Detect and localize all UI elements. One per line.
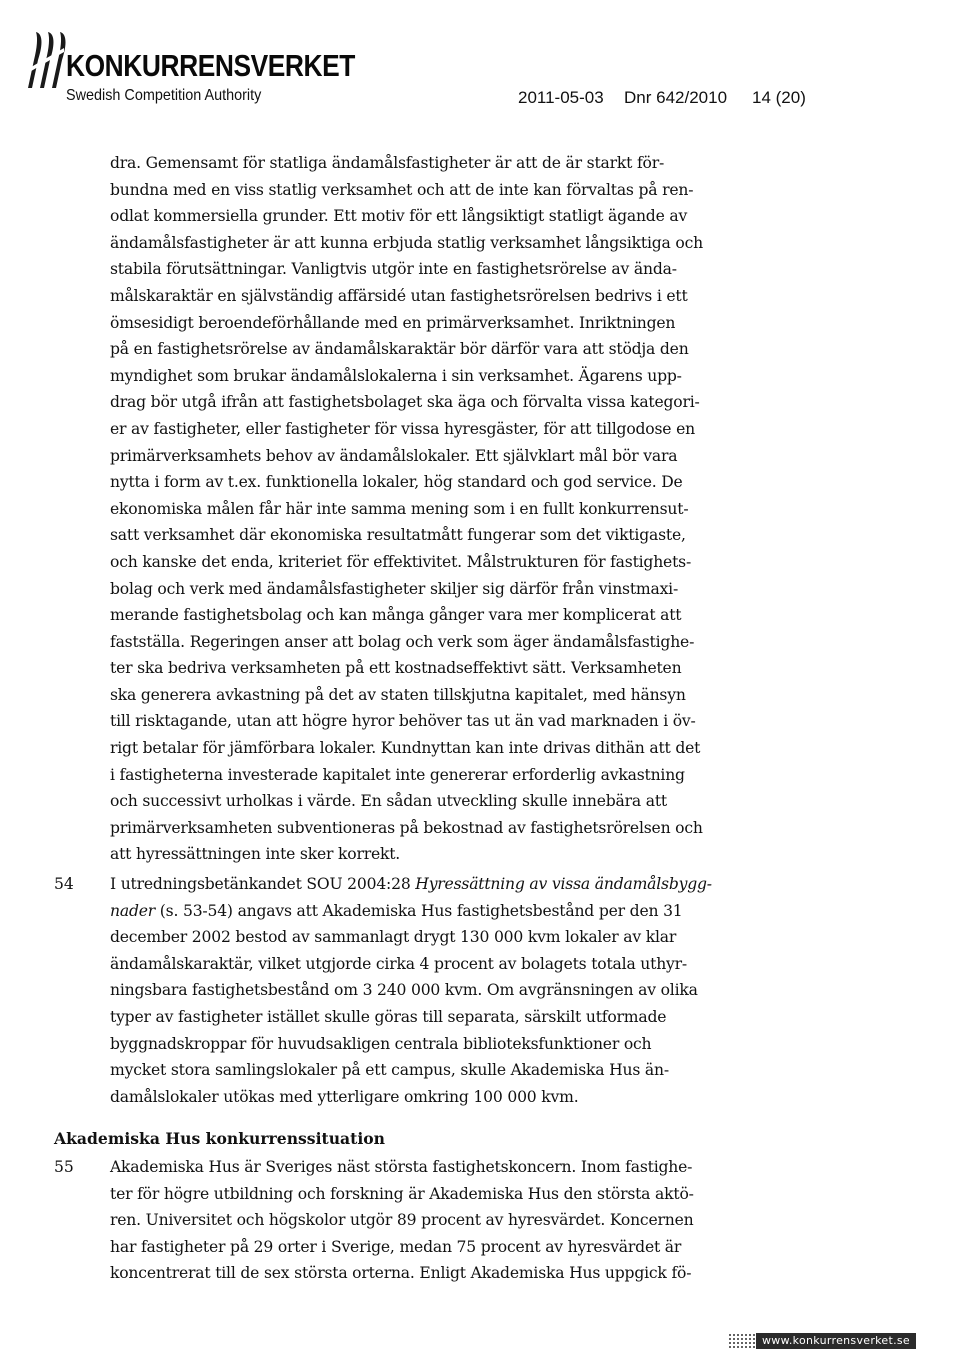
text-line: odlat kommersiella grunder. Ett motiv för ett långsiktigt statligt ägande av [110,207,688,226]
text-line: ska generera avkastning på det av staten tillskjutna kapitalet, med hänsyn [110,685,686,704]
text-line: damålslokaler utökas med ytterligare omkring 100 000 kvm. [110,1087,579,1106]
paragraph-number: 55 [54,1158,74,1176]
text-line: mycket stora samlingslokaler på ett campus, skulle Akademiska Hus än- [110,1061,669,1080]
text-line: ningsbara fastighetsbestånd om 3 240 000 kvm. Om avgränsningen av olika [110,981,698,1000]
text-line [110,871,770,898]
watermark-texture [728,1333,756,1349]
text-line: byggnadskroppar för huvudsakligen centrala biblioteksfunktioner och [110,1034,652,1053]
paragraph-number: 54 [54,875,74,893]
text-line: ändamålskaraktär, vilket utgjorde cirka 4 procent av bolagets totala uthyr- [110,954,687,973]
publication-title: nader [110,901,156,920]
text-line: december 2002 bestod av sammanlagt drygt 130 000 kvm lokaler av klar [110,928,677,947]
text-line: att hyressättningen inte sker korrekt. [110,845,401,864]
organization-name: KONKURRENSVERKET [66,48,355,83]
text-line: har fastigheter på 29 orter i Sverige, medan 75 procent av hyresvärdet är [110,1237,682,1256]
text-line: till risktagande, utan att högre hyror behöver tas ut än vad marknaden i öv- [110,712,696,731]
text-line: primärverksamhets behov av ändamålslokaler. Ett självklart mål bör vara [110,446,678,465]
text-line: ter ska bedriva verksamheten på ett kostnadseffektivt sätt. Verksamheten [110,659,682,678]
document-reference: Dnr 642/2010 [624,88,728,107]
text-line: primärverksamheten subventioneras på bekostnad av fastighetsrörelsen och [110,818,703,837]
text-line: fastställa. Regeringen anser att bolag och verk som äger ändamålsfastighe- [110,632,695,651]
text-line: nytta i form av t.ex. funktionella lokaler, hög standard och god service. De [110,473,683,492]
document-date: 2011-05-03 [518,88,604,107]
text-line: målskaraktär en självständig affärsidé utan fastighetsrörelsen bedrivs i ett [110,286,688,305]
text-line [110,898,770,925]
text-line: dra. Gemensamt för statliga ändamålsfastigheter är att de är starkt för- [110,154,665,172]
text-line: ren. Universitet och högskolor utgör 89 procent av hyresvärdet. Koncernen [110,1211,694,1230]
text-line: drag bör utgå ifrån att fastighetsbolaget ska äga och förvalta vissa kategori- [110,393,700,412]
text-line: och successivt urholkas i värde. En sådan utveckling skulle innebära att [110,792,667,811]
text-line: på en fastighetsrörelse av ändamålskaraktär bör därför vara att stödja den [110,340,689,359]
text-line: bundna med en viss statlig verksamhet och att de inte kan förvaltas på ren- [110,180,694,199]
text-line: ändamålsfastigheter är att kunna erbjuda statlig verksamhet långsiktiga och [110,233,703,252]
publication-title: Hyressättning av vissa ändamålsbygg- [415,875,712,893]
text-line: bolag och verk med ändamålsfastigheter skiljer sig därför från vinstmaxi- [110,579,679,598]
paragraph-54 [110,871,770,1110]
paragraph-55 [110,1154,770,1287]
text-line: myndighet som brukar ändamålslokalerna i sin verksamhet. Ägarens upp- [110,366,682,385]
text-line: er av fastigheter, eller fastigheter för vissa hyresgäster, för att tillgodose en [110,419,695,438]
text-line: ekonomiska målen får här inte samma mening som i en fullt konkurrensut- [110,499,689,518]
text-run: (s. 53-54) angavs att Akademiska Hus fastighetsbestånd per den 31 [155,901,683,920]
text-line: merande fastighetsbolag och kan många gånger vara mer komplicerat att [110,606,682,625]
text-line: Akademiska Hus är Sveriges näst största fastighetskoncern. Inom fastighe- [110,1158,693,1176]
watermark: www.konkurrensverket.se [756,1333,916,1349]
continued-paragraph [110,150,770,868]
page-number: 14 (20) [752,88,806,107]
text-line: koncentrerat till de sex största orterna. Enligt Akademiska Hus uppgick fö- [110,1264,692,1283]
text-run: I utredningsbetänkandet SOU 2004:28 [110,875,416,893]
section-heading: Akademiska Hus konkurrenssituation [54,1129,386,1148]
konkurrensverket-logo-icon [26,30,66,92]
text-line: ömsesidigt beroendeförhållande med en primärverksamhet. Inriktningen [110,313,676,332]
text-line: rigt betalar för jämförbara lokaler. Kundnyttan kan inte drivas dithän att det [110,739,701,758]
text-line: typer av fastigheter istället skulle göras till separata, särskilt utformade [110,1007,667,1026]
text-line: ter för högre utbildning och forskning är Akademiska Hus den största aktö- [110,1184,694,1203]
text-line: i fastigheterna investerade kapitalet inte genererar erforderlig avkastning [110,765,685,784]
page-header [0,0,960,130]
text-line: stabila förutsättningar. Vanligtvis utgör inte en fastighetsrörelse av ända- [110,260,677,279]
text-line: satt verksamhet där ekonomiska resultatmått fungerar som det viktigaste, [110,526,686,545]
organization-subtitle: Swedish Competition Authority [66,87,262,104]
text-line: och kanske det enda, kriteriet för effektivitet. Målstrukturen för fastighets- [110,552,692,571]
